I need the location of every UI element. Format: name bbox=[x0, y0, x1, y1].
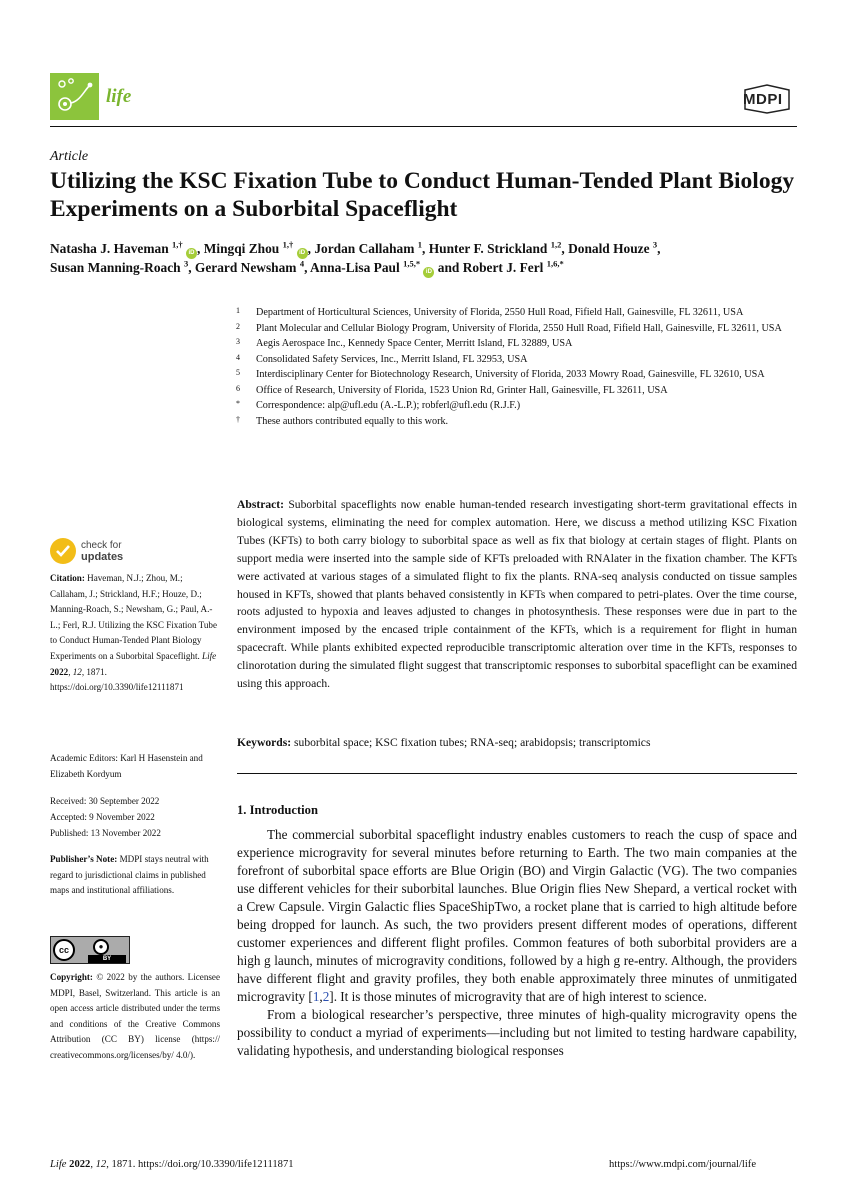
citation-volume: 12 bbox=[72, 666, 82, 677]
publisher-note-label: Publisher’s Note: bbox=[50, 854, 118, 864]
citation-separator: , bbox=[319, 989, 323, 1004]
affiliation-marker: † bbox=[236, 414, 240, 424]
check-for-updates-icon[interactable] bbox=[50, 538, 76, 564]
abstract-text: Suborbital spaceflights now enable human-tended research investigating short-term gravitational effects in biological systems, eliminating the need for complex automation. Here, we discuss a method utilizing KSC Fixation Tubes (KFTs) to both carry biology to suborbital space as well as fix that biology at certain stages of flight. Plants on support media were inserted into the sample side of KFTs preloaded with RNAlater in the fixation chamber. The KFTs were activated at various stages of a simulated flight to fix the plants. RNA-seq analysis conducted on tissue samples housed in KFTs, showed that plants behaved consistently in KFTs when compared to petri-plates. Over the time course, roots adjusted to hypoxia and leaves adjusted to changes in photosynthesis. These responses were due in part to the environment imposed by the encased triple containment of the KFTs, which is a requirement for flight in human spacecraft. While plants exhibited expected reproducible transcriptomic alteration over time in the KFTs, responses to clinorotation during the simulated flight suggest that transcriptomic responses to suborbital spaceflight can be examined using this approach. bbox=[237, 498, 798, 691]
affiliation-text: Correspondence: alp@ufl.edu (A.-L.P.); robferl@ufl.edu (R.J.F.) bbox=[256, 400, 521, 411]
citation-link[interactable]: 2 bbox=[322, 989, 330, 1004]
author-affiliation-marker: 3 bbox=[183, 258, 189, 269]
footer-citation: Life 2022, 12, 1871. https://doi.org/10.3390/life12111871 bbox=[50, 1159, 294, 1170]
author-separator: , bbox=[561, 241, 569, 256]
received-date: Received: 30 September 2022 bbox=[50, 796, 160, 806]
attribution-person-icon: ● bbox=[93, 939, 109, 955]
author-affiliation-marker: 1,2 bbox=[550, 239, 562, 250]
affiliation-marker: 1 bbox=[236, 306, 240, 315]
citation-year: 2022 bbox=[50, 666, 69, 677]
citation-journal: Life bbox=[202, 650, 217, 661]
affiliation-marker: * bbox=[236, 399, 240, 408]
publisher-note bbox=[50, 852, 220, 899]
citation-block: Citation: Haveman, N.J.; Zhou, M.; Callaham, J.; Strickland, H.F.; Houze, D.; Manning-Roach, S.; Newsham, G.; Paul, A.-L.; Ferl, R.J. Utilizing the KSC Fixation Tube to Conduct Human-Tended Plant Biology Experiments on a Suborbital Spaceflight. Life 2022, 12, 1871. https://doi.org/10.3390/life12111871 bbox=[50, 573, 217, 693]
copyright-text: © 2022 by the authors. Licensee MDPI, Basel, Switzerland. This article is an open access article distributed under the terms and conditions of the Creative Commons Attribution (CC BY) license (https:// creativecommons.org/licenses/by/ 4.0/). bbox=[50, 972, 220, 1060]
footer-year: 2022 bbox=[69, 1159, 91, 1170]
author-affiliation-marker: 1,† bbox=[172, 239, 183, 250]
orcid-icon[interactable]: iD bbox=[423, 267, 434, 278]
keywords-text: suborbital space; KSC fixation tubes; RNA-seq; arabidopsis; transcriptomics bbox=[294, 736, 651, 749]
citation-doi[interactable]: , 1871. https://doi.org/10.3390/life12111871 bbox=[50, 666, 184, 693]
affiliation-text: Interdisciplinary Center for Biotechnology Research, University of Florida, 2033 Mowry Road, Gainesville, FL 32610, USA bbox=[256, 369, 765, 380]
affiliation-marker: 3 bbox=[236, 337, 240, 346]
author-name: Natasha J. Haveman bbox=[50, 241, 169, 256]
paragraph: From a biological researcher’s perspective, three minutes of high-quality microgravity opens the possibility to conduct a myriad of experiments—including but not limited to testing hardware capability, validating hypothesis, and understanding biological responses bbox=[237, 1007, 797, 1058]
affiliation-text: Office of Research, University of Florida, 1523 Union Rd, Grinter Hall, Gainesville, FL 32611, USA bbox=[256, 384, 668, 396]
orcid-icon[interactable]: iD bbox=[297, 248, 308, 259]
header-rule bbox=[50, 126, 797, 127]
affiliation-text: Plant Molecular and Cellular Biology Program, University of Florida, 2550 Hull Road, Fifield Hall, Gainesville, FL 32611, USA bbox=[256, 322, 782, 334]
abstract bbox=[237, 496, 797, 693]
affiliation-text: These authors contributed equally to this work. bbox=[256, 415, 449, 427]
accepted-date: Accepted: 9 November 2022 bbox=[50, 812, 155, 822]
affiliation-item bbox=[236, 352, 801, 368]
author-affiliation-marker: 1,† bbox=[282, 239, 294, 250]
introduction-body bbox=[237, 826, 797, 1060]
abstract-label: Abstract: bbox=[237, 498, 285, 511]
affiliation-text: Aegis Aerospace Inc., Kennedy Space Center, Merritt Island, FL 32889, USA bbox=[256, 338, 573, 349]
affiliation-marker: 2 bbox=[236, 321, 240, 331]
citation-text: Haveman, N.J.; Zhou, M.; Callaham, J.; Strickland, H.F.; Houze, D.; Manning-Roach, S.; Newsham, G.; Paul, A.-L.; Ferl, R.J. Utilizing the KSC Fixation Tube to Conduct Human-Tended Plant Biology Experiments on a Suborbital Spaceflight. bbox=[50, 573, 217, 661]
author-separator: , bbox=[422, 241, 429, 256]
article-title: Utilizing the KSC Fixation Tube to Conduct Human-Tended Plant Biology Experiments on a Suborbital Spaceflight bbox=[50, 168, 795, 222]
footer-volume: 12 bbox=[95, 1159, 107, 1170]
affiliation-list bbox=[236, 305, 801, 429]
paragraph-text: The commercial suborbital spaceflight industry enables customers to reach the cusp of space and experience microgravity for several minutes before returning to Earth. The two main companies at the forefront of suborbital space efforts are Blue Origin (BO) and Virgin Galactic (VG). The two companies use different vehicles for their suborbital launches. Blue Origin flies New Shepard, a vertical rocket with a Crew Capsule. Virgin Galactic flies SpaceShipTwo, a rocket plane that is carried to high altitude before being dropped for launch. As such, the two providers present different modes of operations, different customer experiences and different flight profiles. Common features of both suborbital providers are a high g launch, minutes of microgravity conditions, followed by a high g re-entry. Although, the providers have different flight and gravity profiles, they both enable approximately three minutes of unmitigated microgravity [ bbox=[237, 827, 797, 1004]
citation-label: Citation: bbox=[50, 573, 85, 583]
keywords-label: Keywords: bbox=[237, 736, 292, 749]
section-rule bbox=[237, 773, 797, 774]
affiliation-text: Department of Horticultural Sciences, University of Florida, 2550 Hull Road, Fifield Hall, Gainesville, FL 32611, USA bbox=[256, 307, 744, 318]
affiliation-item bbox=[236, 367, 801, 383]
footer-doi[interactable]: , 1871. https://doi.org/10.3390/life12111871 bbox=[106, 1159, 294, 1170]
paragraph-text: ]. It is those minutes of microgravity that are of high interest to science. bbox=[329, 989, 707, 1004]
author-separator: , bbox=[304, 260, 311, 275]
author-list bbox=[50, 240, 800, 278]
footer-journal-url[interactable]: https://www.mdpi.com/journal/life bbox=[609, 1159, 757, 1170]
section-heading: 1. Introduction bbox=[237, 803, 318, 817]
footer-journal: Life bbox=[50, 1159, 67, 1170]
by-label: BY bbox=[88, 955, 126, 963]
affiliation-marker: 5 bbox=[236, 368, 240, 377]
paragraph bbox=[237, 826, 797, 1006]
author-affiliation-marker: 1 bbox=[417, 239, 422, 250]
author-separator: , bbox=[657, 241, 661, 256]
author-name: Robert J. Ferl bbox=[462, 260, 544, 275]
published-date: Published: 13 November 2022 bbox=[50, 828, 161, 838]
affiliation-item bbox=[236, 321, 801, 337]
publisher-name: MDPI bbox=[743, 91, 783, 108]
article-type: Article bbox=[50, 149, 89, 164]
affiliation-marker: 6 bbox=[236, 383, 240, 393]
copyright-label: Copyright: bbox=[50, 972, 93, 982]
author-name: Anna-Lisa Paul bbox=[310, 260, 400, 275]
copyright-block bbox=[50, 970, 220, 1064]
author-name: Susan Manning-Roach bbox=[50, 260, 181, 275]
affiliation-item bbox=[236, 336, 801, 352]
affiliation-item bbox=[236, 398, 801, 414]
affiliation-text: Consolidated Safety Services, Inc., Merritt Island, FL 32953, USA bbox=[256, 353, 528, 365]
author-affiliation-marker: 4 bbox=[299, 258, 305, 269]
affiliation-marker: 4 bbox=[236, 352, 240, 362]
author-affiliation-marker: 3 bbox=[652, 239, 658, 250]
cc-icon: cc bbox=[53, 939, 75, 961]
publisher-note-text: MDPI stays neutral with regard to jurisdictional claims in published maps and institutional affiliations. bbox=[50, 854, 209, 896]
author-separator: and bbox=[434, 260, 463, 275]
author-name: Hunter F. Strickland bbox=[428, 241, 548, 256]
author-affiliation-marker: 1,5,* bbox=[403, 258, 421, 269]
academic-editors: Academic Editors: Karl H Hasenstein and Elizabeth Kordyum bbox=[50, 753, 203, 779]
affiliation-item bbox=[236, 414, 801, 430]
affiliation-item bbox=[236, 383, 801, 399]
check-updates-line2[interactable]: updates bbox=[81, 551, 124, 563]
check-updates-line1[interactable]: check for bbox=[81, 540, 122, 551]
author-separator: , bbox=[188, 260, 195, 275]
affiliation-item bbox=[236, 305, 801, 321]
citation-link[interactable]: 1 bbox=[312, 989, 320, 1004]
author-name: Gerard Newsham bbox=[194, 260, 297, 275]
author-separator: , bbox=[197, 241, 204, 256]
author-separator: , bbox=[307, 241, 315, 256]
author-name: Jordan Callaham bbox=[314, 241, 415, 256]
author-name: Donald Houze bbox=[568, 241, 650, 256]
orcid-icon[interactable]: iD bbox=[186, 248, 197, 259]
life-journal-logo-icon bbox=[50, 73, 99, 120]
keywords bbox=[237, 734, 797, 752]
author-affiliation-marker: 1,6,* bbox=[546, 258, 564, 269]
author-name: Mingqi Zhou bbox=[203, 241, 280, 256]
journal-name: life bbox=[106, 86, 132, 107]
